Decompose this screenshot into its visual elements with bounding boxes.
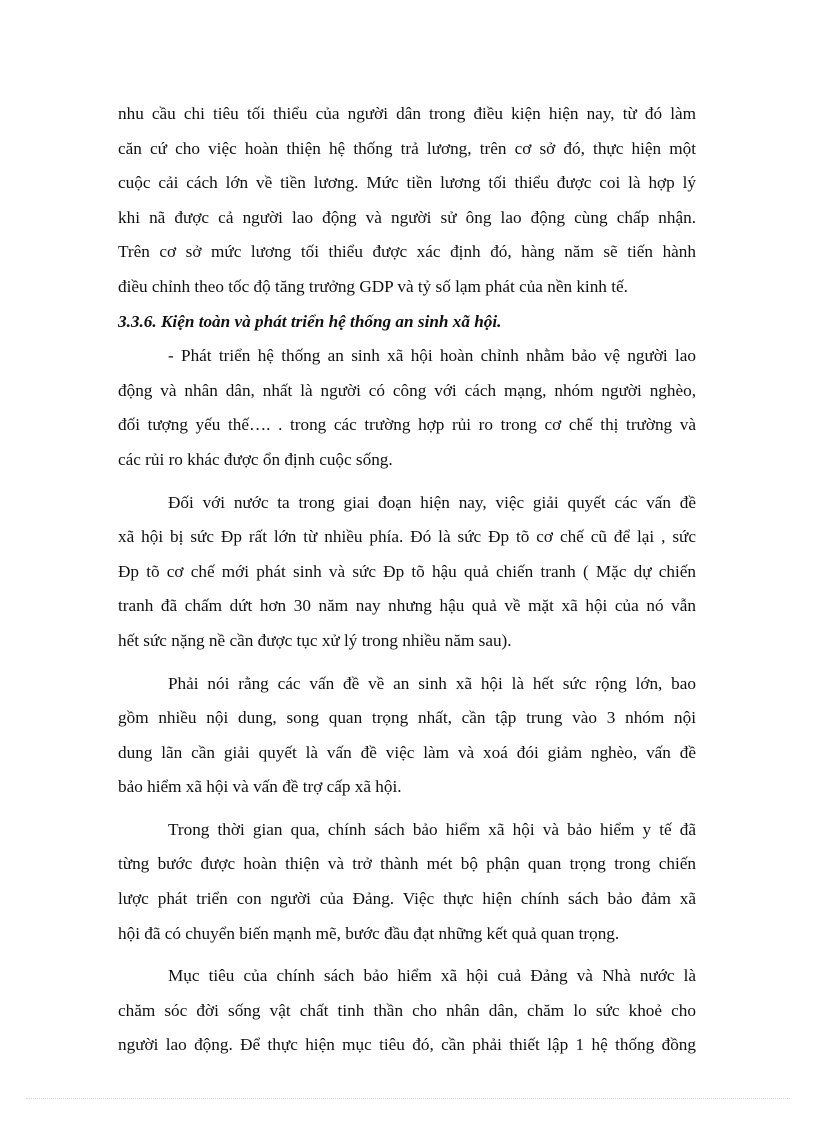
text-line: Đối với nước ta trong giai đoạn hiện nay, việc giải quyết các vấn đề <box>168 492 696 512</box>
text-line: Trong thời gian qua, chính sách bảo hiểm xã hội và bảo hiểm y tế đã <box>168 819 696 839</box>
text-line: cuộc cải cách lớn về tiền lương. Mức tiền lương tối thiểu được coi là hợp lý <box>118 173 696 193</box>
text-line: động và nhân dân, nhất là người có công với cách mạng, nhóm người nghèo, <box>118 380 696 400</box>
paragraph-pressures <box>118 486 696 659</box>
text-line: các rủi ro khác được ổn định cuộc sống. <box>118 449 393 469</box>
text-line: xã hội bị sức Đp rất lớn từ nhiều phía. Đó là sức Đp tõ cơ chế cũ để lại , sức <box>118 527 696 547</box>
text-line: từng bước được hoàn thiện và trở thành mét bộ phận quan trọng trong chiến <box>118 854 696 874</box>
text-line: tranh đã chấm dứt hơn 30 năm nay nhưng hậu quả về mặt xã hội của nó vẫn <box>118 596 696 616</box>
text-line: bảo hiểm xã hội và vấn đề trợ cấp xã hội. <box>118 777 402 797</box>
text-line: điều chỉnh theo tốc độ tăng trưởng GDP và tỷ số lạm phát của nền kinh tế. <box>118 276 628 296</box>
text-line: - Phát triển hệ thống an sinh xã hội hoàn chỉnh nhằm bảo vệ người lao <box>168 346 696 366</box>
text-line: Đp tõ cơ chế mới phát sinh và sức Đp tõ hậu quả chiến tranh ( Mặc dự chiến <box>118 561 696 581</box>
text-line: hội đã có chuyển biến mạnh mẽ, bước đầu đạt những kết quả quan trọng. <box>118 923 620 943</box>
text-line: gồm nhiều nội dung, song quan trọng nhất, cần tập trung vào 3 nhóm nội <box>118 708 696 728</box>
paragraph-insurance-policy <box>118 813 696 951</box>
paragraph-issues <box>118 667 696 805</box>
text-line: Trên cơ sở mức lương tối thiểu được xác định đó, hàng năm sẽ tiến hành <box>118 242 696 262</box>
text-line: khi nã được cả người lao động và người sử ông lao động cùng chấp nhận. <box>118 207 696 227</box>
text-line: dung lãn cần giải quyết là vấn đề việc làm và xoá đói giảm nghèo, vấn đề <box>118 742 696 762</box>
text-line: chăm sóc đời sống vật chất tinh thần cho nhân dân, chăm lo sức khoẻ cho <box>118 1000 696 1020</box>
paragraph-social-security-goal <box>118 339 696 477</box>
text-line: hết sức nặng nề cần được tục xử lý trong nhiều năm sau). <box>118 630 512 650</box>
text-line: nhu cầu chi tiêu tối thiểu của người dân trong điều kiện hiện nay, từ đó làm <box>118 104 696 123</box>
paragraph-wage <box>118 97 696 305</box>
text-line: đối tượng yếu thế…. . trong các trường hợp rủi ro trong cơ chế thị trường và <box>118 415 696 435</box>
page-bottom-divider <box>26 1098 790 1099</box>
text-line: Mục tiêu của chính sách bảo hiểm xã hội cuả Đảng và Nhà nước là <box>168 966 696 986</box>
document-body <box>118 97 696 1063</box>
text-line: Phải nói rằng các vấn đề về an sinh xã hội là hết sức rộng lớn, bao <box>168 673 696 693</box>
text-line: người lao động. Để thực hiện mục tiêu đó, cần phải thiết lập 1 hệ thống đồng <box>118 1035 696 1055</box>
section-heading: 3.3.6. Kiện toàn và phát triển hệ thống an sinh xã hội. <box>118 311 502 331</box>
text-line: căn cứ cho việc hoàn thiện hệ thống trả lương, trên cơ sở đó, thực hiện một <box>118 138 696 158</box>
text-line: lược phát triển con người của Đảng. Việc thực hiện chính sách bảo đảm xã <box>118 889 696 909</box>
paragraph-objective <box>118 959 696 1063</box>
